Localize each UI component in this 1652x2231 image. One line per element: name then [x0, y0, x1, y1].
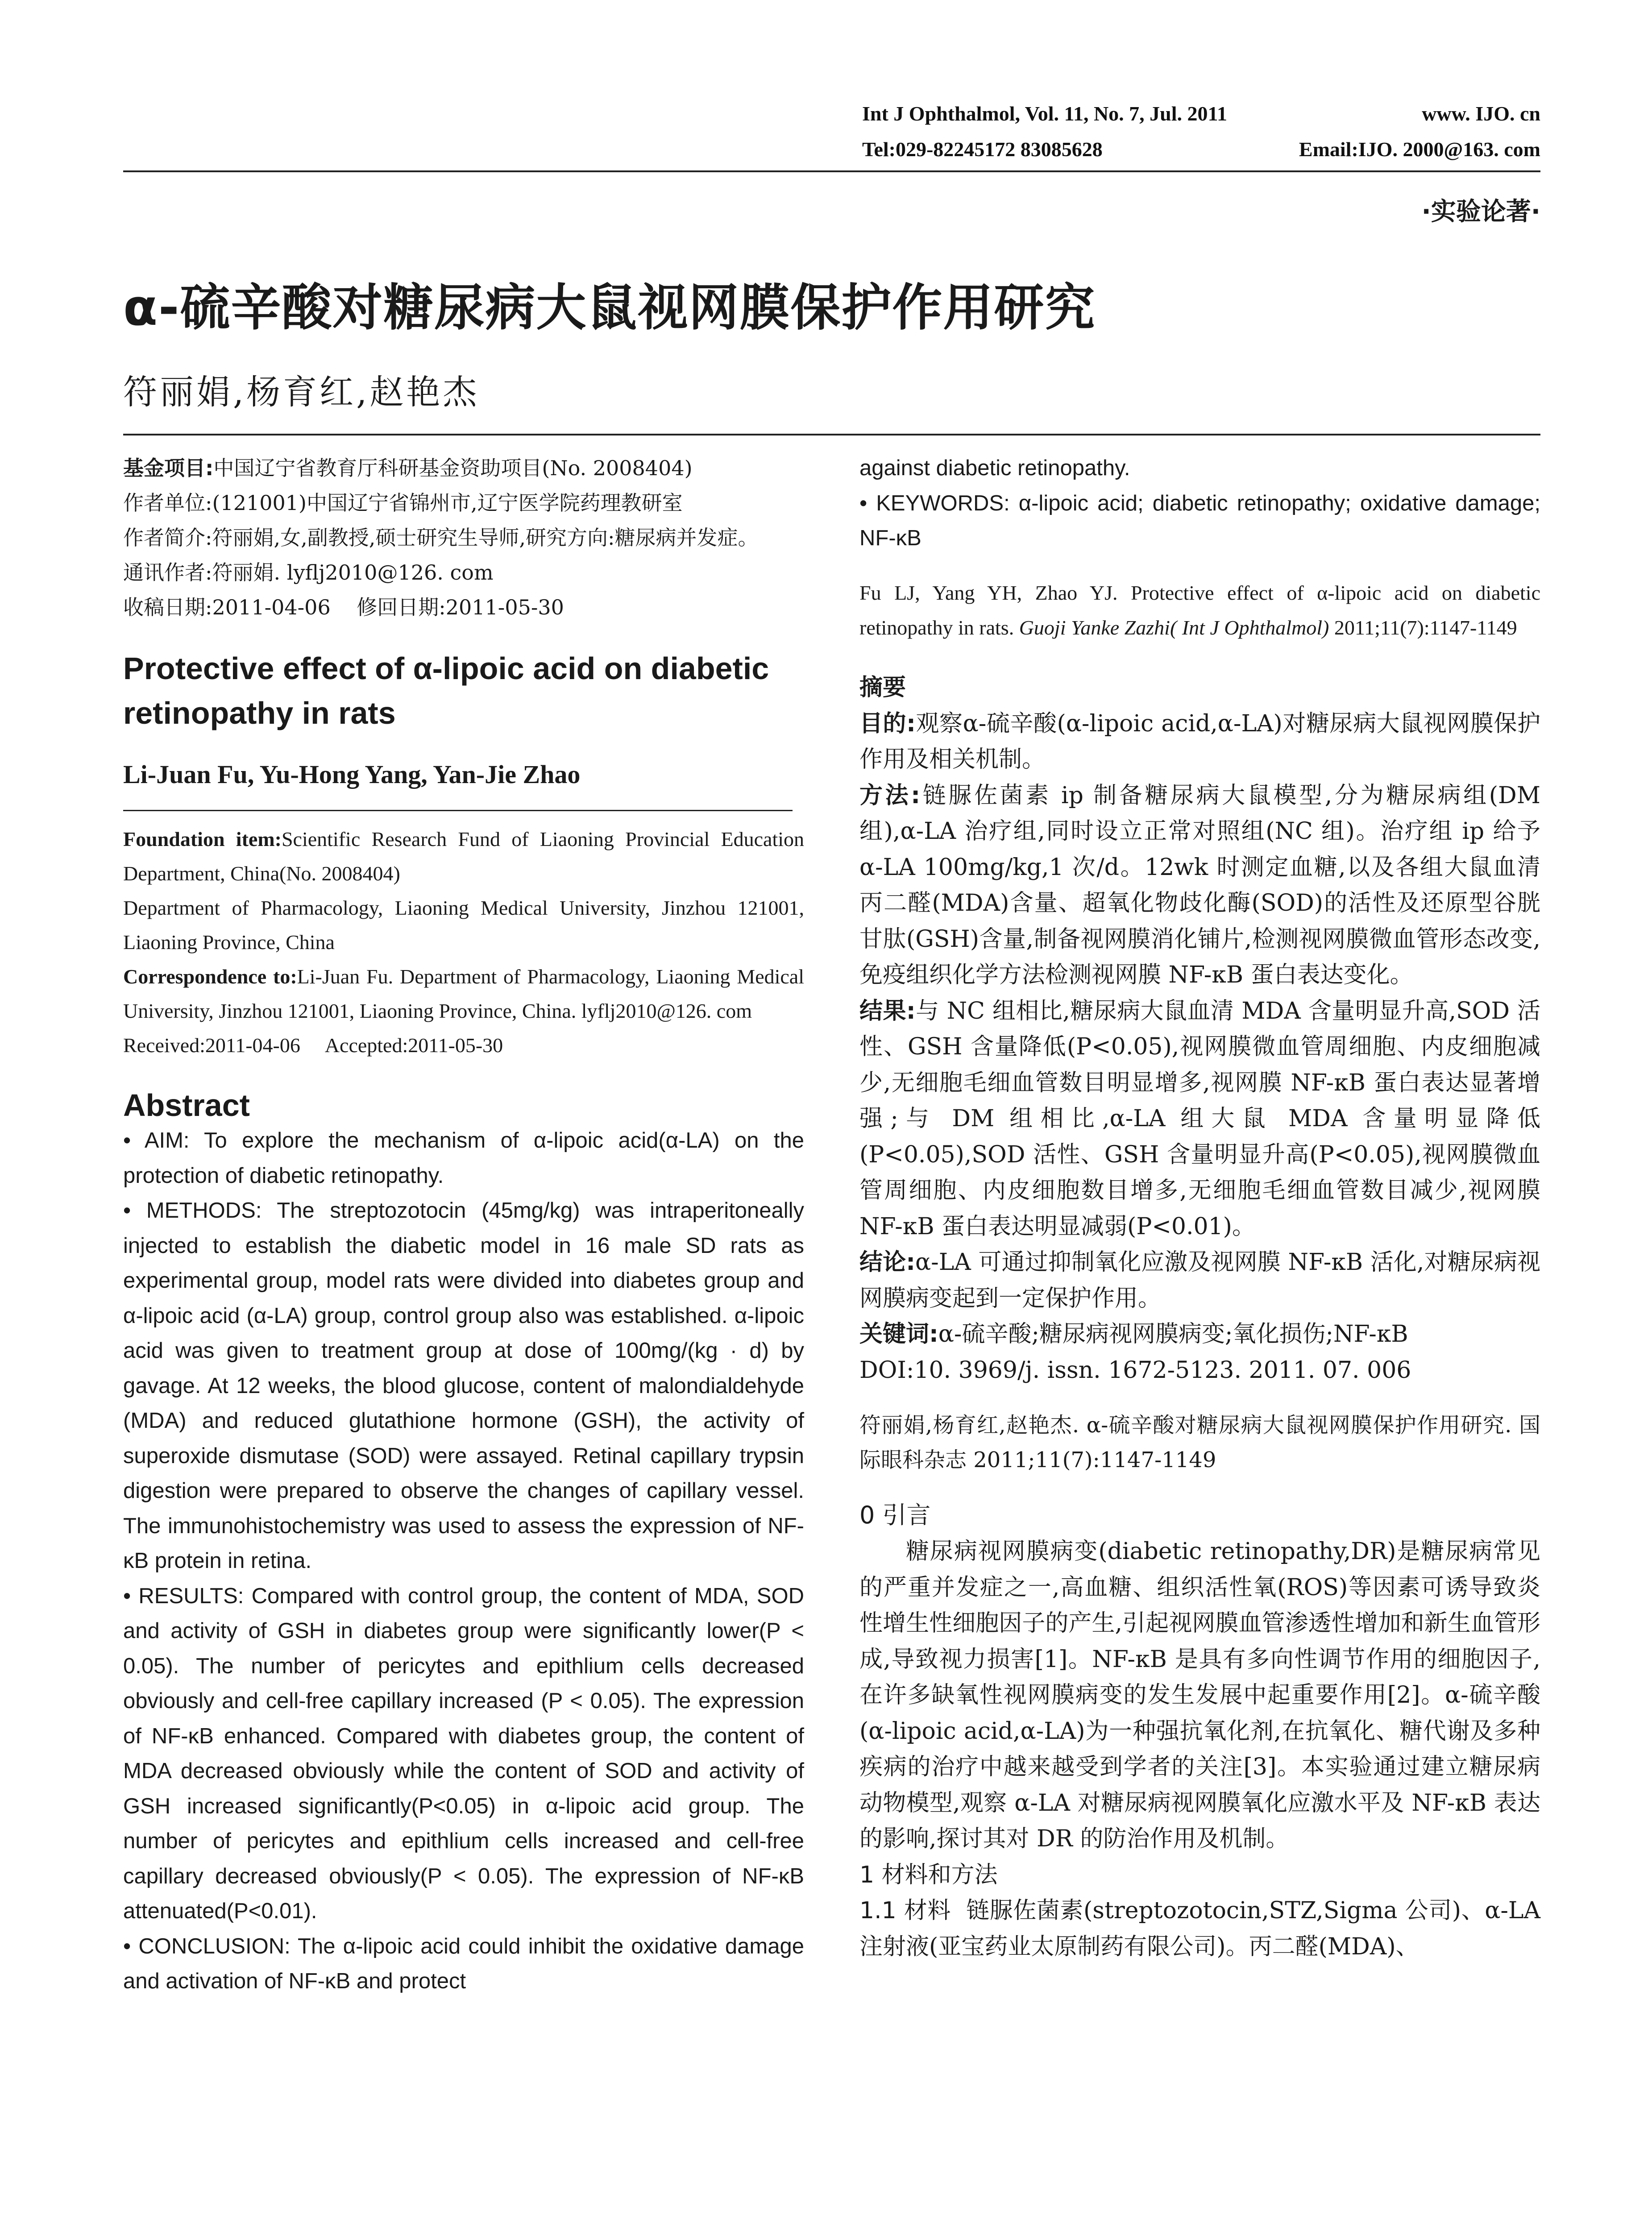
abstract-en: [123, 1123, 804, 1999]
authors-cn: 符丽娟,杨育红,赵艳杰: [123, 372, 480, 412]
intro-paragraph: 糖尿病视网膜病变(diabetic retinopathy,DR)是糖尿病常见的严重并发症之一,高血糖、组织活性氧(ROS)等因素可诱导致炎性增生性细胞因子的产生,引起视网膜血管渗透性增加和新生血管形成,导致视力损害[1]。NF-κB 是具有多向性调节作用的细胞因子,在许多缺氧性视网膜病变的发生发展中起重要作用[2]。α-硫辛酸(α-lipoic acid,α-LA)为一种强抗氧化剂,在抗氧化、糖代谢及多种疾病的治疗中越来越受到学者的关注[3]。本实验通过建立糖尿病动物模型,观察 α-LA 对糖尿病视网膜氧化应激水平及 NF-κB 表达的影响,探讨其对 DR 的防治作用及机制。: [859, 1538, 1540, 1852]
cn-keywords: 关键词:α-硫辛酸;糖尿病视网膜病变;氧化损伤;NF-κB: [859, 1321, 1408, 1348]
cn-methods: 方法:链脲佐菌素 ip 制备糖尿病大鼠模型,分为糖尿病组(DM 组),α-LA 治疗组,同时设立正常对照组(NC 组)。治疗组 ip 给予 α-LA 100mg/kg,1 次/d。12wk 时测定血糖,以及各组大鼠血清丙二醛(MDA)含量、超氧化物歧化酶(SOD)的活性及还原型谷胱甘肽(GSH)含量,制备视网膜消化铺片,检测视网膜微血管形态改变,免疫组织化学方法检测视网膜 NF-κB 蛋白表达变化。: [859, 782, 1540, 988]
meta-correspondence: 通讯作者:符丽娟. lyflj2010@126. com: [123, 560, 494, 585]
journal-header-line: [862, 102, 1540, 125]
doi[interactable]: DOI:10. 3969/j. issn. 1672-5123. 2011. 07. 006: [859, 1356, 1411, 1384]
journal-contact-line: [862, 137, 1540, 161]
received-accepted: Received:2011-04-06 Accepted:2011-05-30: [123, 1034, 503, 1057]
journal-tel: Tel:029-82245172 83085628: [862, 138, 1103, 161]
right-column: [859, 451, 1540, 1965]
citation-cn: 符丽娟,杨育红,赵艳杰. α-硫辛酸对糖尿病大鼠视网膜保护作用研究. 国际眼科杂志 2011;11(7):1147-1149: [859, 1413, 1540, 1472]
cn-objective: 目的:观察α-硫辛酸(α-lipoic acid,α-LA)对糖尿病大鼠视网膜保护作用及相关机制。: [859, 710, 1540, 773]
correspondence-en: Correspondence to:Li-Juan Fu. Department of Pharmacology, Liaoning Medical University, Jinzhou 121001, Liaoning Province, China. lyflj2010@126. com: [123, 965, 805, 1022]
cn-conclusion: 结论:α-LA 可通过抑制氧化应激及视网膜 NF-κB 活化,对糖尿病视网膜病变起到一定保护作用。: [859, 1249, 1541, 1312]
materials-subheading: 1.1 材料: [859, 1897, 951, 1924]
meta-funding: 基金项目:中国辽宁省教育厅科研基金资助项目(No. 2008404): [123, 456, 693, 480]
left-column: [123, 451, 804, 1999]
article-title-cn: α-硫辛酸对糖尿病大鼠视网膜保护作用研究: [123, 279, 1096, 337]
keywords-en: • KEYWORDS: α-lipoic acid; diabetic retinopathy; oxidative damage; NF-κB: [859, 491, 1540, 550]
header-divider: [123, 170, 1540, 172]
abstract-heading: Abstract: [123, 1088, 250, 1123]
meta-dates: 收稿日期:2011-04-06 修回日期:2011-05-30: [123, 595, 564, 619]
journal-website[interactable]: www. IJO. cn: [1422, 102, 1540, 125]
foundation-block: [123, 822, 804, 1062]
article-title-en: Protective effect of α-lipoic acid on diabetic retinopathy in rats: [123, 651, 769, 730]
abstract-methods: • METHODS: The streptozotocin (45mg/kg) was intraperitoneally injected to establish the diabetic model in 16 male SD rats as experimental group, model rats were divided into diabetes group and α-lipoic acid (α-LA) group, control group also was established. α-lipoic acid was given to treatment group at dose of 100mg/(kg · d) by gavage. At 12 weeks, the blood glucose, content of malondialdehyde (MDA) and reduced glutathione hormone (GSH), the activity of superoxide dismutase (SOD) were assayed. Retinal capillary trypsin digestion were prepared to observe the changes of capillary vessel. The immunohistochemistry was used to assess the expression of NF-κB protein in retina.: [123, 1198, 804, 1573]
meta-affiliation: 作者单位:(121001)中国辽宁省锦州市,辽宁医学院药理教研室: [123, 491, 683, 515]
meta-cn-block: [123, 451, 804, 625]
foundation-divider: [123, 810, 793, 811]
cn-abstract: [859, 706, 1540, 1389]
citation-en: Fu LJ, Yang YH, Zhao YJ. Protective effect of α-lipoic acid on diabetic retinopathy in rats. Guoji Yanke Zazhi( Int J Ophthalmol) 2011;11(7):1147-1149: [859, 581, 1540, 639]
abstract-conclusion: • CONCLUSION: The α-lipoic acid could inhibit the oxidative damage and activation of NF-κB and protect: [123, 1934, 804, 1993]
journal-email[interactable]: Email:IJO. 2000@163. com: [1299, 138, 1540, 161]
authors-en: Li-Juan Fu, Yu-Hong Yang, Yan-Jie Zhao: [123, 760, 581, 789]
methods-heading: 1 材料和方法: [859, 1861, 998, 1888]
department: Department of Pharmacology, Liaoning Medical University, Jinzhou 121001, Liaoning Province, China: [123, 896, 804, 954]
journal-info: Int J Ophthalmol, Vol. 11, No. 7, Jul. 2011: [862, 102, 1227, 125]
abstract-aim: • AIM: To explore the mechanism of α-lipoic acid(α-LA) on the protection of diabetic retinopathy.: [123, 1128, 804, 1188]
citation-journal: Guoji Yanke Zazhi( Int J Ophthalmol): [1019, 616, 1329, 639]
authors-divider: [123, 434, 1540, 435]
cn-abstract-heading: 摘要: [859, 674, 906, 701]
foundation-item: Foundation item:Scientific Research Fund of Liaoning Provincial Education Department, China(No. 2008404): [123, 828, 805, 885]
meta-author-bio: 作者简介:符丽娟,女,副教授,硕士研究生导师,研究方向:糖尿病并发症。: [123, 526, 759, 550]
abstract-results: • RESULTS: Compared with control group, the content of MDA, SOD and activity of GSH in diabetes group were significantly lower(P < 0.05). The number of pericytes and epithlium cells decreased obviously and cell-free capillary increased (P < 0.05). The expression of NF-κB enhanced. Compared with diabetes group, the content of MDA decreased obviously while the content of SOD and activity of GSH increased significantly(P<0.05) in α-lipoic acid group. The number of pericytes and epithlium cells increased and cell-free capillary decreased obviously(P < 0.05). The expression of NF-κB attenuated(P<0.01).: [123, 1584, 804, 1923]
materials-paragraph: 1.1 材料 链脲佐菌素(streptozotocin,STZ,Sigma 公司)、α-LA 注射液(亚宝药业太原制药有限公司)。丙二醛(MDA)、: [859, 1897, 1540, 1960]
section-tag: ·实验论著·: [1421, 197, 1540, 226]
intro-heading: 0 引言: [859, 1501, 931, 1529]
abstract-continued: against diabetic retinopathy.: [859, 456, 1130, 480]
cn-results: 结果:与 NC 组相比,糖尿病大鼠血清 MDA 含量明显升高,SOD 活性、GSH 含量降低(P<0.05),视网膜微血管周细胞、内皮细胞减少,无细胞毛细血管数目明显增多,视网膜 NF-κB 蛋白表达显著增强;与 DM 组相比,α-LA 组大鼠 MDA 含量明显降低(P<0.05),SOD 活性、GSH 含量明显升高(P<0.05),视网膜微血管周细胞、内皮细胞数目增多,无细胞毛细血管数目减少,视网膜 NF-κB 蛋白表达明显减弱(P<0.01)。: [859, 997, 1540, 1240]
